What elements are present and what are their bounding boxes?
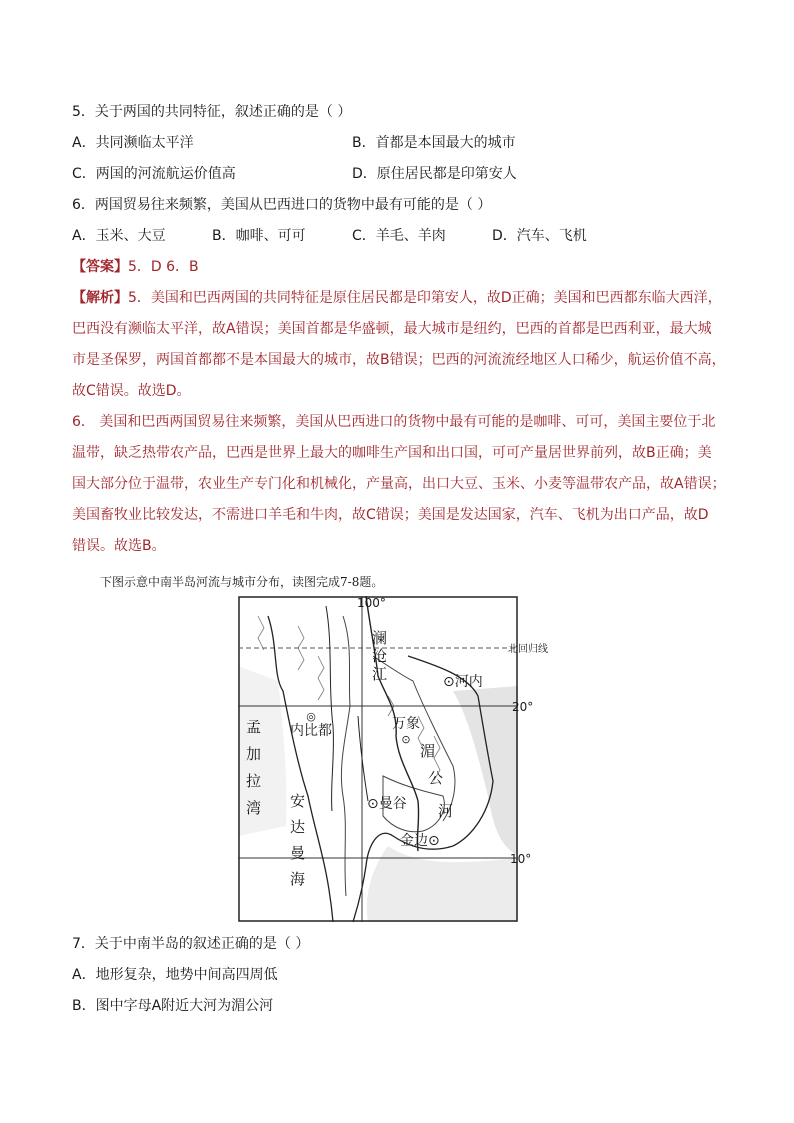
analysis-tag: 【解析】	[72, 290, 128, 306]
q6-option-b: B．咖啡、可可	[212, 228, 306, 244]
q5-option-b: B．首都是本国最大的城市	[352, 135, 516, 151]
label-mekong-2: 公	[428, 769, 444, 787]
label-bengal-3: 拉	[246, 772, 262, 790]
analysis-6-line-1: 6． 美国和巴西两国贸易往来频繁，美国从巴西进口的货物中最有可能的是咖啡、可可，美国主要位于北	[72, 414, 716, 430]
label-mekong-3: 河	[438, 802, 454, 820]
gulf-thailand-shading	[367, 846, 518, 922]
analysis-6-line-5: 错误。故选B。	[72, 538, 166, 554]
city-phnompenh	[400, 830, 440, 850]
answer-line	[72, 257, 199, 277]
label-bengal-4: 湾	[246, 799, 262, 817]
city-phnompenh-label: 金边	[400, 833, 428, 849]
lon-100-text: 100°	[357, 596, 386, 610]
city-bangkok-label: 曼谷	[378, 796, 407, 812]
city-naypyidaw-label: 内比都	[290, 723, 332, 739]
analysis-5-line-3: 市是圣保罗，两国首都都不是本国最大的城市，故B错误；巴西的河流流经地区人口稀少，航运价值不高，	[72, 352, 726, 368]
label-bengal-2: 加	[246, 745, 262, 763]
map-caption: 下图示意中南半岛河流与城市分布，读图完成7-8题。	[100, 575, 384, 589]
city-dot-icon: ⊙	[367, 796, 379, 812]
answer-tag: 【答案】	[72, 259, 128, 275]
mountain-hatching	[258, 616, 440, 780]
border-myanmar-thailand	[341, 616, 350, 896]
q6-option-c: C．羊毛、羊肉	[352, 228, 446, 244]
label-andaman-2: 达	[290, 818, 306, 836]
label-lancang-1: 澜	[372, 629, 388, 647]
analysis-5-line-4: 故C错误。故选D。	[72, 383, 191, 399]
label-andaman-3: 曼	[290, 844, 306, 862]
label-andaman-4: 海	[290, 870, 306, 888]
label-mekong-1: 湄	[420, 742, 436, 760]
label-lancang-2: 沧	[372, 647, 388, 665]
analysis-6-line-2: 温带，缺乏热带农产品，巴西是世界上最大的咖啡生产国和出口国，可可产量居世界前列，故B正确；美	[72, 445, 712, 461]
city-hanoi-label: 河内	[454, 674, 483, 690]
q7-option-b: B．图中字母A附近大河为湄公河	[72, 998, 274, 1014]
analysis-line	[72, 288, 722, 308]
label-bengal-1: 孟	[246, 718, 262, 736]
analysis-5-line-2: 巴西没有濒临太平洋，故A错误；美国首都是华盛顿，最大城市是纽约，巴西的首都是巴西利亚，最大城	[72, 321, 712, 337]
tropic-label: 北回归线	[508, 644, 548, 655]
q5-option-a: A．共同濒临太平洋	[72, 135, 194, 151]
q6-option-a: A．玉米、大豆	[72, 228, 166, 244]
city-dot-icon: ⊙	[443, 674, 455, 690]
city-bangkok	[367, 793, 407, 813]
analysis-5-line-1: 5．美国和巴西两国的共同特征是原住居民都是印第安人，故D正确；美国和巴西都东临大西洋，	[128, 290, 722, 306]
city-dot-icon: ⊙	[428, 833, 440, 849]
q5-option-c: C．两国的河流航运价值高	[72, 166, 236, 182]
lat-20-text: 20°	[512, 700, 534, 714]
answer-text: 5．D 6．B	[128, 259, 199, 275]
city-naypyidaw	[290, 710, 332, 738]
city-vientiane-label: 万象	[392, 716, 420, 732]
q7-stem: 7．关于中南半岛的叙述正确的是（ ）	[72, 936, 310, 952]
q6-stem: 6．两国贸易往来频繁，美国从巴西进口的货物中最有可能的是（ ）	[72, 197, 492, 213]
q5-option-d: D．原住居民都是印第安人	[352, 166, 517, 182]
q7-option-a: A．地形复杂，地势中间高四周低	[72, 967, 278, 983]
city-dot-icon: ◎	[306, 710, 316, 723]
river-chao-phraya	[358, 716, 368, 801]
analysis-6-line-4: 美国畜牧业比较发达，不需进口羊毛和牛肉，故C错误；美国是发达国家，汽车、飞机为出口产品，故D	[72, 507, 709, 523]
lat-10-text: 10°	[510, 852, 532, 866]
label-lancang-3: 江	[372, 665, 388, 683]
city-dot-icon: ⊙	[401, 733, 411, 746]
q6-option-d: D．汽车、飞机	[492, 228, 587, 244]
south-china-sea-shading	[453, 686, 518, 856]
city-vientiane	[392, 716, 420, 748]
river-salween	[326, 606, 333, 811]
label-andaman-1: 安	[290, 792, 306, 810]
q5-stem: 5．关于两国的共同特征，叙述正确的是（ ）	[72, 104, 352, 120]
analysis-6-line-3: 国大部分位于温带，农业生产专门化和机械化，产量高，出口大豆、玉米、小麦等温带农产品，故A错误；	[72, 476, 726, 492]
city-hanoi	[443, 671, 483, 691]
